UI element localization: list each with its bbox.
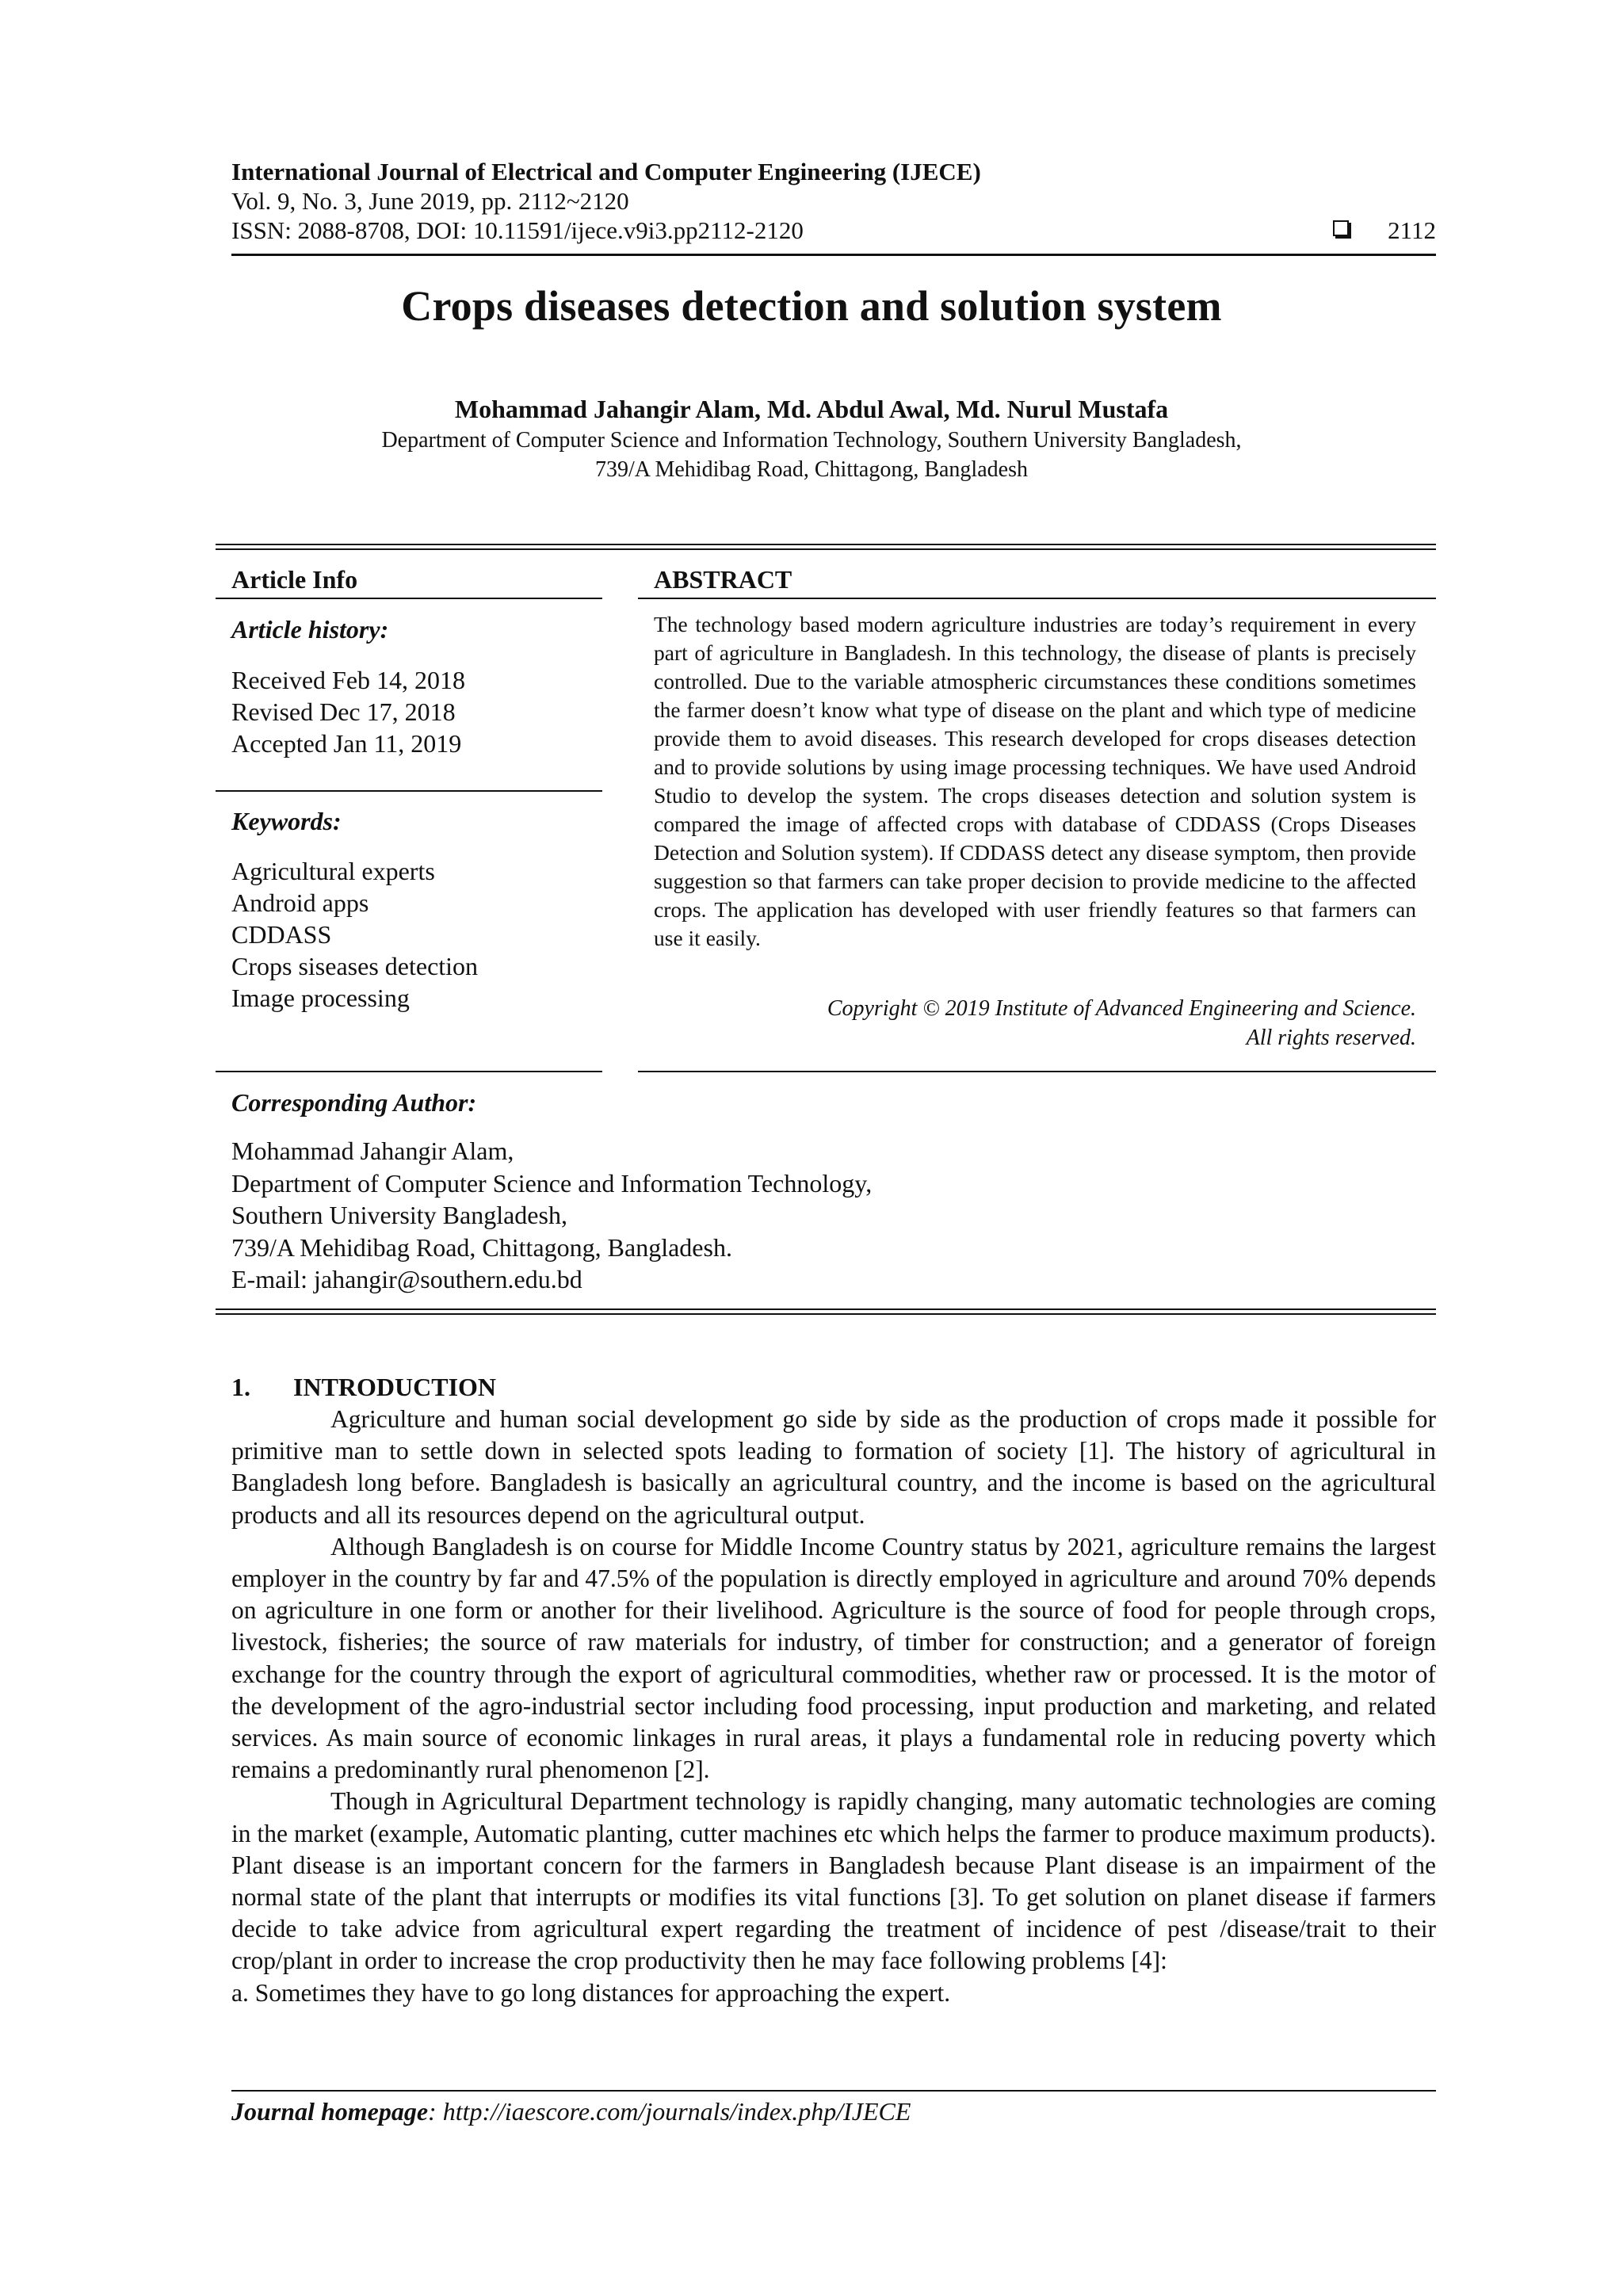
running-header [231,157,1436,245]
copyright-line: All rights reserved. [1246,1026,1416,1050]
footer-rule [231,2090,1436,2092]
square-bullet-icon [1333,220,1349,236]
article-history-heading: Article history: [231,615,389,644]
keyword-item: Agricultural experts [231,857,435,885]
affiliation-line: Department of Computer Science and Information Technology, Southern University Bangladesh, [381,428,1242,453]
body-paragraph: Though in Agricultural Department technology is rapidly changing, many automatic technologies are coming in the market (example, Automatic planting, cutter machines etc which helps the farmer to produce maximum products). Plant disease is an important concern for the farmers in Bangladesh because Plant disease is an impairment of the normal state of the plant that interrupts or modifies its vital functions [3]. To get solution on planet disease if farmers decide to take advice from agricultural expert regarding the treatment of incidence of pest /disease/trait to their crop/plant in order to increase the crop productivity then he may face following problems [4]: [231,1787,1436,1975]
infobox-top-rule [216,548,1436,550]
paper-authors: Mohammad Jahangir Alam, Md. Abdul Awal, Md. Nurul Mustafa [454,395,1169,423]
page-number: 2112 [1388,216,1436,244]
infobox-bottom-rule [216,1313,1436,1315]
journal-homepage [231,2097,911,2126]
corresponding-line: Southern University Bangladesh, [231,1201,567,1229]
abstract-text: The technology based modern agriculture industries are today’s requirement in every part of agriculture in Bangladesh. In this technology, the disease of plants is precisely controlled. Due to the variable atmospheric circumstances these conditions sometimes the farmer doesn’t know what type of disease on the plant and which type of medicine provide them to avoid diseases. This research developed for crops diseases detection and to provide solutions by using image processing techniques. We have used Android Studio to develop the system. The crops diseases detection and solution system is compared the image of affected crops with database of CDDASS (Crops Diseases Detection and Solution system). If CDDASS detect any disease symptom, then provide suggestion so that farmers can take proper decision to provide medicine to the affected crops. The application has developed with user friendly features so that farmers can use it easily. [654,612,1416,950]
section-title: INTRODUCTION [293,1373,497,1401]
affiliation-line: 739/A Mehidibag Road, Chittagong, Bangladesh [595,457,1028,482]
keyword-item: CDDASS [231,920,332,949]
corresponding-line: 739/A Mehidibag Road, Chittagong, Bangladesh. [231,1232,732,1262]
introduction-heading [231,1373,496,1402]
history-revised: Revised Dec 17, 2018 [231,697,456,726]
homepage-label: Journal homepage [231,2097,429,2126]
corresponding-line: Mohammad Jahangir Alam, [231,1137,514,1165]
corresponding-author-details [231,1135,872,1296]
keyword-item: Crops siseases detection [231,952,479,980]
copyright-line: Copyright © 2019 Institute of Advanced Engineering and Science. [827,996,1416,1021]
homepage-link[interactable]: : http://iaescore.com/journals/index.php/IJECE [428,2097,911,2126]
article-info-heading: Article Info [231,565,358,594]
history-accepted: Accepted Jan 11, 2019 [231,729,462,758]
header-issn-row [231,216,1436,245]
copyright-notice [654,994,1416,1052]
infobox-top-rule [216,544,1436,545]
list-item: a. Sometimes they have to go long distances for approaching the expert. [231,1978,951,2007]
corresponding-line: E-mail: jahangir@southern.edu.bd [231,1265,582,1293]
keywords-rule [216,790,602,792]
corresponding-line: Department of Computer Science and Information Technology, [231,1168,873,1198]
keyword-item: Image processing [231,984,410,1012]
infobox-bottom-rule [216,1308,1436,1310]
header-rule [231,254,1436,256]
abstract-bottom-rule [638,1071,1436,1072]
author-affiliation [0,426,1623,484]
body-paragraph: Agriculture and human social development go side by side as the production of crops made it possible for primitive man to settle down in selected spots leading to formation of society [1]. The history of agricultural in Bangladesh long before. Bangladesh is basically an agricultural country, and the income is based on the agricultural products and all its resources depend on the agricultural output. [231,1405,1436,1529]
introduction-body [231,1404,1436,2009]
journal-volume: Vol. 9, No. 3, June 2019, pp. 2112~2120 [231,187,629,215]
journal-name: International Journal of Electrical and Computer Engineering (IJECE) [231,158,981,185]
left-column-bottom-rule [216,1071,602,1072]
keyword-item: Android apps [231,888,369,917]
keywords-heading: Keywords: [231,807,342,835]
corresponding-author-heading: Corresponding Author: [231,1088,477,1117]
abstract-rule [638,598,1436,599]
article-history-list [231,664,465,759]
history-received: Received Feb 14, 2018 [231,666,466,694]
body-paragraph: Although Bangladesh is on course for Middle Income Country status by 2021, agriculture remains the largest employer in the country by far and 47.5% of the population is directly employed in agriculture and around 70% depends on agriculture in one form or another for their livelihood. Agriculture is the source of food for people through crops, livestock, fisheries; the source of raw materials for industry, of timber for construction; and a generator of foreign exchange for the country through the export of agricultural commodities, whether raw or processed. It is the motor of the development of the agro-industrial sector including food processing, input production and marketing, and related services. As main source of economic linkages in rural areas, it plays a fundamental role in reducing poverty which remains a predominantly rural phenomenon [2]. [231,1532,1436,1784]
journal-issn-doi: ISSN: 2088-8708, DOI: 10.11591/ijece.v9i3.pp2112-2120 [231,216,804,244]
article-info-rule [216,598,602,599]
paper-title: Crops diseases detection and solution system [401,282,1222,330]
section-number: 1. [231,1373,250,1401]
abstract-heading: ABSTRACT [654,565,792,594]
keywords-list [231,855,478,1014]
